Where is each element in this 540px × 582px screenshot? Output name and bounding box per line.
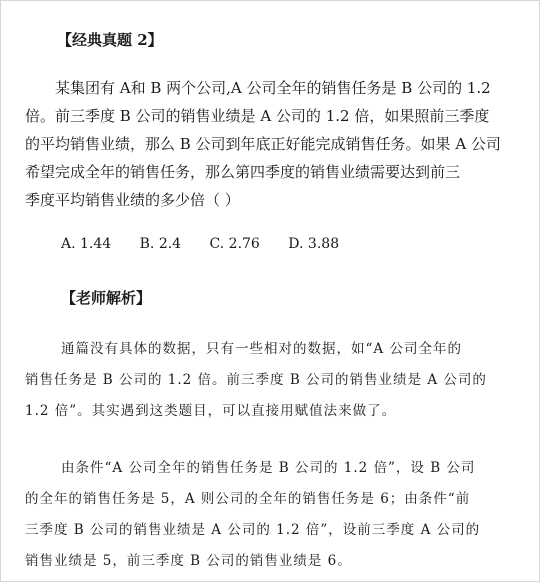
question-line: 的平均销售业绩，那么 B 公司到年底正好能完成销售任务。如果 A 公司 (25, 135, 501, 153)
analysis-line: 销售任务是 B 公司的 1.2 倍。前三季度 B 公司的销售业绩是 A 公司的 (25, 372, 487, 388)
analysis-line: 通篇没有具体的数据，只有一些相对的数据，如“A 公司全年的 (61, 341, 462, 357)
analysis-line: 三季度 B 公司的销售业绩是 A 公司的 1.2 倍”，设前三季度 A 公司的 (25, 522, 481, 538)
question-line: 希望完成全年的销售任务，那么第四季度的销售业绩需要达到前三 (25, 163, 461, 181)
option-c: C. 2.76 (209, 236, 260, 252)
question-text (25, 74, 521, 214)
question-line: 某集团有 A和 B 两个公司,A 公司全年的销售任务是 B 公司的 1.2 (55, 79, 491, 97)
analysis-heading: 【老师解析】 (61, 289, 152, 307)
analysis-line: 1.2 倍”。其实遇到这类题目，可以直接用赋值法来做了。 (25, 403, 397, 419)
question-line: 季度平均销售业绩的多少倍（ ） (25, 191, 240, 209)
question-line: 倍。前三季度 B 公司的销售业绩是 A 公司的 1.2 倍，如果照前三季度 (25, 107, 490, 125)
option-d: D. 3.88 (288, 236, 340, 252)
analysis-line: 的全年的销售任务是 5，A 则公司的全年的销售任务是 6；由条件“前 (25, 491, 471, 507)
analysis-line: 由条件“A 公司全年的销售任务是 B 公司的 1.2 倍”，设 B 公司 (61, 460, 476, 476)
analysis-paragraph-1 (25, 334, 525, 427)
answer-options (61, 234, 339, 254)
question-heading: 【经典真题 2】 (57, 31, 163, 49)
analysis-paragraph-2 (25, 453, 525, 577)
option-a: A. 1.44 (61, 236, 112, 252)
option-b: B. 2.4 (139, 236, 182, 252)
analysis-line: 销售业绩是 5，前三季度 B 公司的销售业绩是 6。 (25, 553, 352, 569)
